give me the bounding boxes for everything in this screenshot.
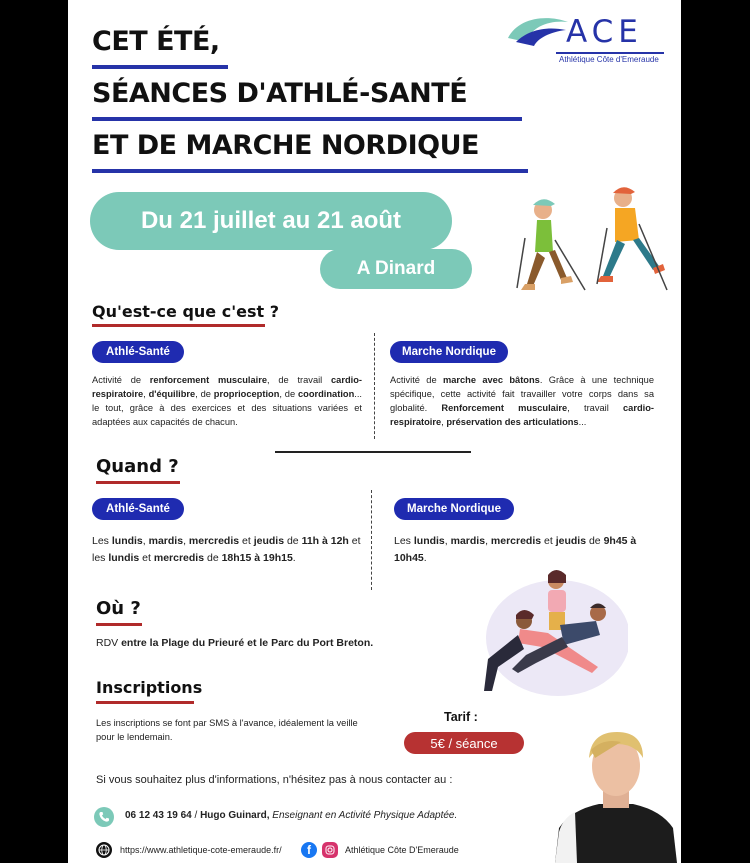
tarif-price: 5€ / séance [430, 735, 498, 751]
date-range-pill [90, 192, 452, 250]
tarif-label: Tarif : [444, 710, 478, 724]
inscriptions-section-title: Inscriptions [96, 678, 203, 697]
headline-line-1: CET ÉTÉ, [92, 26, 220, 57]
facebook-icon[interactable]: f [301, 842, 317, 858]
exercise-group-illustration [478, 563, 628, 698]
phone-icon [94, 807, 114, 827]
contact-line: 06 12 43 19 64 / Hugo Guinard, Enseignant en Activité Physique Adaptée. [125, 810, 458, 821]
headline-underline-2 [92, 117, 522, 121]
contact-phone[interactable]: 06 12 43 19 64 [125, 810, 192, 821]
location-pill [320, 249, 472, 289]
what-title-underline [92, 324, 265, 327]
globe-icon [96, 842, 112, 858]
headline-line-2: SÉANCES D'ATHLÉ-SANTÉ [92, 78, 468, 109]
what-section-title: Qu'est-ce que c'est ? [92, 302, 279, 321]
logo-letters: ACE [566, 14, 643, 50]
inscriptions-text: Les inscriptions se font par SMS à l'avance, idéalement la veille pour le lendemain. [96, 718, 358, 742]
when-marche-badge-label: Marche Nordique [407, 503, 501, 515]
logo-underline [556, 52, 664, 54]
when-column-divider [371, 490, 372, 590]
when-title-underline [96, 481, 180, 484]
flyer-page [68, 0, 681, 863]
what-athle-description: Activité de renforcement musculaire, de travail cardio-respiratoire, d'équilibre, de proprioception, de coordination... le tout, grâce à des exercices et des situations variées et adaptées aux capacités de chacun. [92, 375, 363, 427]
ace-logo [506, 10, 666, 62]
what-marche-description: Activité de marche avec bâtons. Grâce à une technique spécifique, cette activité fait travailler votre corps dans sa globalité. Renforcement musculaire, travail cardio-respiratoire, préservation des articulations... [390, 375, 654, 427]
logo-subtitle: Athlétique Côte d'Emeraude [559, 55, 659, 64]
what-marche-badge [390, 341, 508, 363]
when-athle-badge-label: Athlé-Santé [106, 503, 170, 515]
what-marche-badge-label: Marche Nordique [402, 346, 496, 358]
section-divider [275, 451, 471, 453]
headline-underline-1 [92, 65, 228, 69]
when-marche-schedule: Les lundis, mardis, mercredis et jeudis de 9h45 à 10h45. [394, 535, 637, 564]
when-marche-badge [394, 498, 514, 520]
website-link[interactable]: https://www.athletique-cote-emeraude.fr/ [120, 845, 282, 855]
headline-line-3: ET DE MARCHE NORDIQUE [92, 130, 479, 161]
where-title-underline [96, 623, 142, 626]
when-athle-badge [92, 498, 184, 520]
coach-portrait [551, 728, 681, 863]
headline-underline-3 [92, 169, 528, 173]
what-column-divider [374, 333, 375, 439]
nordic-walkers-illustration [503, 180, 673, 310]
social-handle[interactable]: Athlétique Côte D'Emeraude [345, 845, 459, 855]
what-athle-badge [92, 341, 184, 363]
tarif-price-pill [404, 732, 524, 754]
instagram-icon[interactable] [322, 842, 338, 858]
when-section-title: Quand ? [96, 456, 179, 477]
inscriptions-title-underline [96, 701, 194, 704]
where-text: RDV entre la Plage du Prieuré et le Parc du Port Breton. [96, 637, 374, 649]
when-athle-schedule: Les lundis, mardis, mercredis et jeudis de 11h à 12h et les lundis et mercredis de 18h15 à 19h15. [92, 535, 361, 564]
what-athle-badge-label: Athlé-Santé [106, 346, 170, 358]
where-section-title: Où ? [96, 598, 141, 619]
location-text: A Dinard [356, 258, 436, 279]
contact-intro: Si vous souhaitez plus d'informations, n'hésitez pas à nous contacter au : [96, 774, 453, 786]
date-range-text: Du 21 juillet au 21 août [140, 207, 402, 234]
